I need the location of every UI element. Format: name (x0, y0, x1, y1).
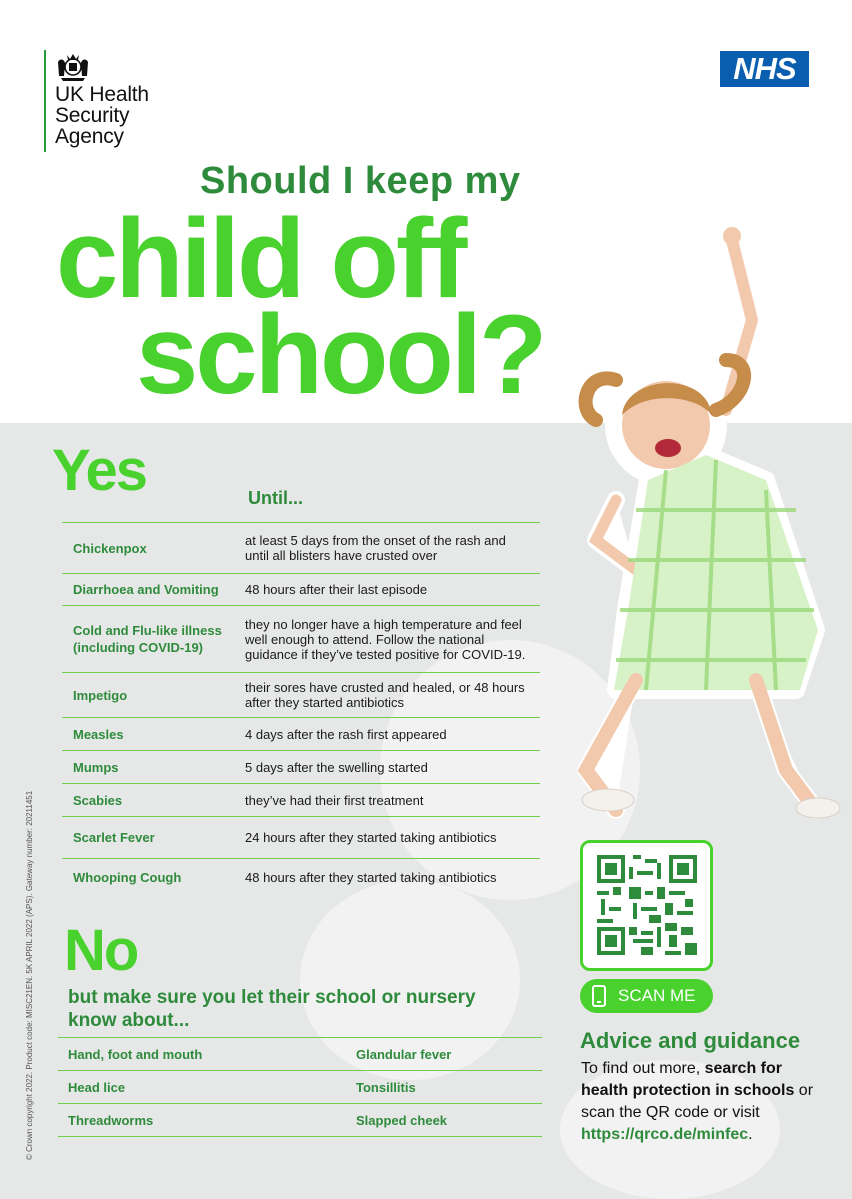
copyright-notice: © Crown copyright 2022. Product code: MISC21EN. 5K APRIL 2022 (APS). Gateway number: 20211451 (25, 790, 34, 1160)
condition-name: Scabies (73, 792, 123, 808)
exclusion-criteria: they’ve had their first treatment (245, 792, 424, 808)
condition-name: Whooping Cough (73, 869, 182, 885)
condition-name: Head lice (68, 1079, 126, 1095)
headline-line-1: child off (56, 196, 465, 321)
exclusion-criteria: 48 hours after their last episode (245, 582, 428, 597)
condition-name: Tonsillitis (356, 1079, 416, 1095)
table-row (62, 673, 540, 718)
qr-code-frame[interactable] (580, 840, 713, 971)
table-row (62, 718, 540, 751)
table-row (58, 1104, 542, 1137)
jumping-girl-illustration (556, 210, 852, 850)
exclusion-criteria: their sores have crusted and healed, or 48 hours after they started antibiotics (245, 680, 525, 710)
condition-name: Threadworms (68, 1112, 154, 1128)
ukhsa-logo (44, 50, 149, 152)
table-row (62, 817, 540, 859)
notify-table (58, 1037, 542, 1137)
advice-link[interactable]: https://qrco.de/minfec (581, 1126, 749, 1143)
exclusion-criteria: at least 5 days from the onset of the rash and until all blisters have crusted over (245, 533, 506, 563)
condition-name: Mumps (73, 759, 119, 775)
until-label: Until... (248, 488, 303, 508)
royal-crest-icon (55, 50, 91, 82)
headline-line-2: school? (136, 292, 545, 417)
condition-name: Cold and Flu-like illness (including COVID-19) (73, 623, 222, 655)
table-row (62, 751, 540, 784)
table-row (62, 784, 540, 817)
scan-me-label: SCAN ME (618, 986, 696, 1005)
org-name-line: UK Health (55, 83, 149, 106)
no-heading: No (64, 918, 138, 983)
exclusion-criteria: 5 days after the swelling started (245, 759, 428, 775)
org-name-line: Agency (55, 125, 124, 148)
advice-text-prefix: To find out more, (581, 1060, 705, 1077)
condition-name: Impetigo (73, 687, 128, 703)
phone-icon (592, 985, 606, 1007)
condition-name: Chickenpox (73, 540, 147, 556)
condition-name: Hand, foot and mouth (68, 1046, 203, 1062)
table-row (62, 574, 540, 606)
advice-text-end: . (748, 1126, 753, 1143)
condition-name: Diarrhoea and Vomiting (73, 582, 219, 597)
advice-text-bold: search for health protection in schools (581, 1060, 795, 1099)
qr-code-icon (597, 855, 697, 955)
condition-name: Glandular fever (356, 1046, 452, 1062)
advice-text-mid: or scan the QR code or visit (581, 1082, 814, 1121)
exclusion-table (62, 522, 540, 895)
nhs-logo: NHS (720, 51, 809, 87)
condition-name: Slapped cheek (356, 1112, 448, 1128)
exclusion-criteria: 4 days after the rash first appeared (245, 726, 447, 742)
advice-text (581, 1058, 831, 1146)
condition-name: Measles (73, 726, 124, 742)
no-subheading: but make sure you let their school or nursery know about... (68, 987, 476, 1031)
exclusion-criteria: they no longer have a high temperature and feel well enough to attend. Follow the national guidance if they’ve tested positive for COVID-19. (245, 616, 526, 662)
table-row (62, 523, 540, 574)
scan-me-button[interactable] (580, 979, 713, 1013)
yes-heading: Yes (52, 438, 146, 503)
exclusion-criteria: 48 hours after they started taking antibiotics (245, 869, 497, 885)
table-row (58, 1038, 542, 1071)
table-row (62, 606, 540, 673)
headline-kicker: Should I keep my (200, 160, 521, 202)
table-row (62, 859, 540, 895)
advice-title: Advice and guidance (580, 1028, 801, 1053)
org-name-line: Security (55, 104, 130, 127)
exclusion-criteria: 24 hours after they started taking antibiotics (245, 830, 497, 845)
table-row (58, 1071, 542, 1104)
condition-name: Scarlet Fever (73, 830, 155, 845)
